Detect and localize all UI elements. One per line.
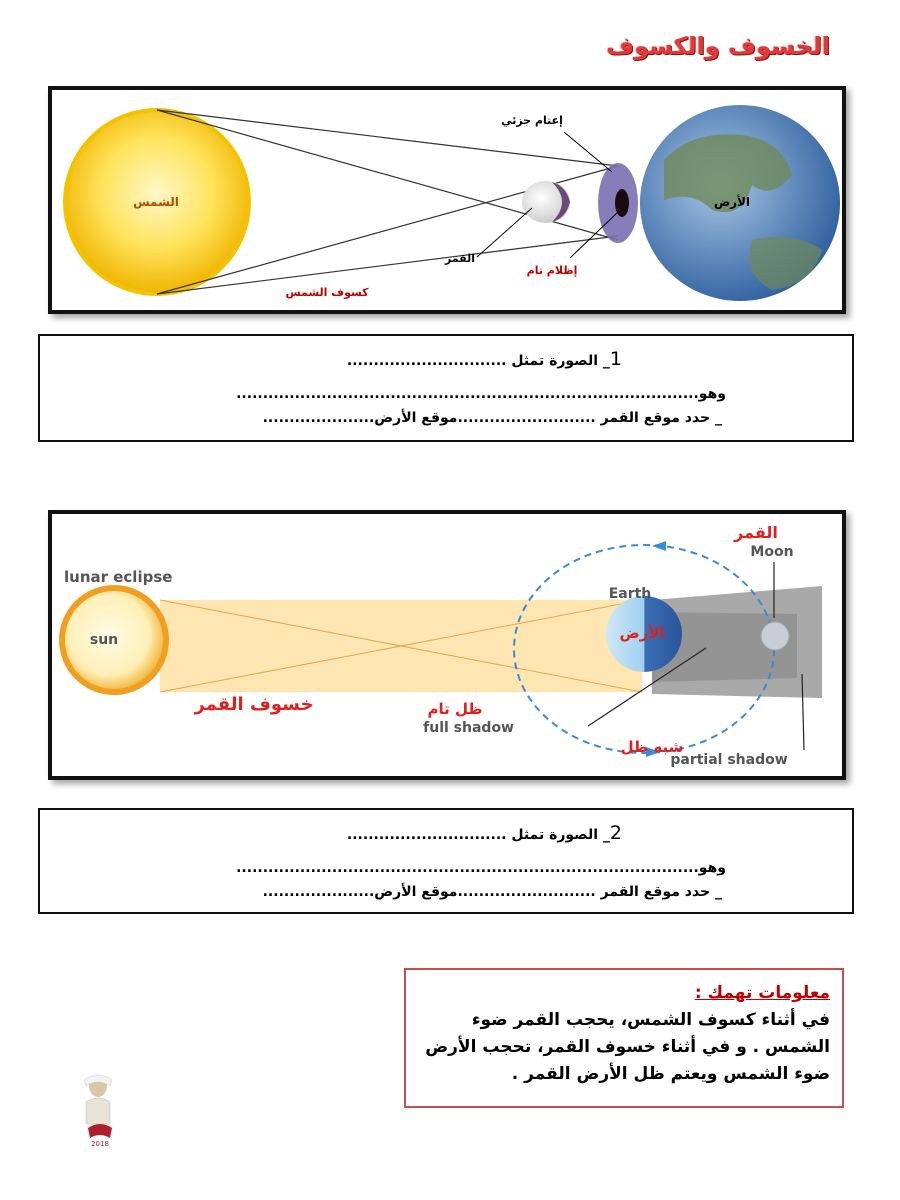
question-2-line-1 — [347, 822, 622, 844]
moon-label-en: Moon — [750, 544, 794, 560]
question-1-line-1 — [347, 348, 622, 370]
moon-shape — [761, 622, 789, 650]
question-number: 2 — [609, 822, 622, 844]
info-body: في أثناء كسوف الشمس، يحجب القمر ضوء الشمس . و في أثناء خسوف القمر، تحجب الأرض ضوء الشمس ويعتم ظل الأرض القمر . — [425, 1010, 830, 1084]
earth-label-ar: الأرض — [619, 624, 665, 642]
page-title: الخسوف والكسوف — [606, 32, 830, 60]
solar-eclipse-figure — [48, 86, 846, 314]
question-number: 1 — [609, 348, 622, 370]
figure1-caption: كسوف الشمس — [285, 286, 369, 299]
figure2-caption: خسوف القمر — [194, 694, 314, 715]
lunar-eclipse-figure — [48, 510, 846, 780]
earth-label: الأرض — [713, 195, 751, 209]
partial-shadow-label-ar: شبه ظل — [620, 738, 684, 756]
full-shadow-label-en: full shadow — [423, 720, 514, 736]
full-shadow-label-ar: ظل تام — [427, 700, 483, 718]
question-1-line-3: _ حدد موقع القمر ..........................موقع الأرض..................... — [262, 410, 722, 426]
info-heading: معلومات تهمك : — [694, 983, 830, 1003]
question-1-box — [38, 334, 854, 442]
question-2-box — [38, 808, 854, 914]
question-text: _ الصورة تمثل .............................. — [346, 353, 610, 369]
question-2-line-3: _ حدد موقع القمر ..........................موقع الأرض..................... — [262, 884, 722, 900]
question-2-line-2: وهو....................................................................................... — [236, 860, 726, 876]
sun-label: الشمس — [133, 195, 179, 209]
sun-label: sun — [89, 632, 119, 648]
earth-label-en: Earth — [608, 586, 652, 602]
partial-shadow-label: إعتام جزئي — [501, 114, 563, 127]
moon-label-ar: القمر — [734, 523, 778, 542]
moon-label: القمر — [444, 252, 476, 265]
total-shadow-label: إظلام تام — [526, 264, 578, 277]
question-text: _ الصورة تمثل .............................. — [346, 827, 610, 843]
partial-shadow-label-en: partial shadow — [670, 752, 788, 768]
zayed-year-logo — [80, 1072, 120, 1148]
logo-year: 2018 — [91, 1140, 109, 1148]
question-1-line-2: وهو....................................................................................... — [236, 386, 726, 402]
lunar-eclipse-title: lunar eclipse — [64, 568, 173, 586]
info-box — [404, 968, 844, 1108]
